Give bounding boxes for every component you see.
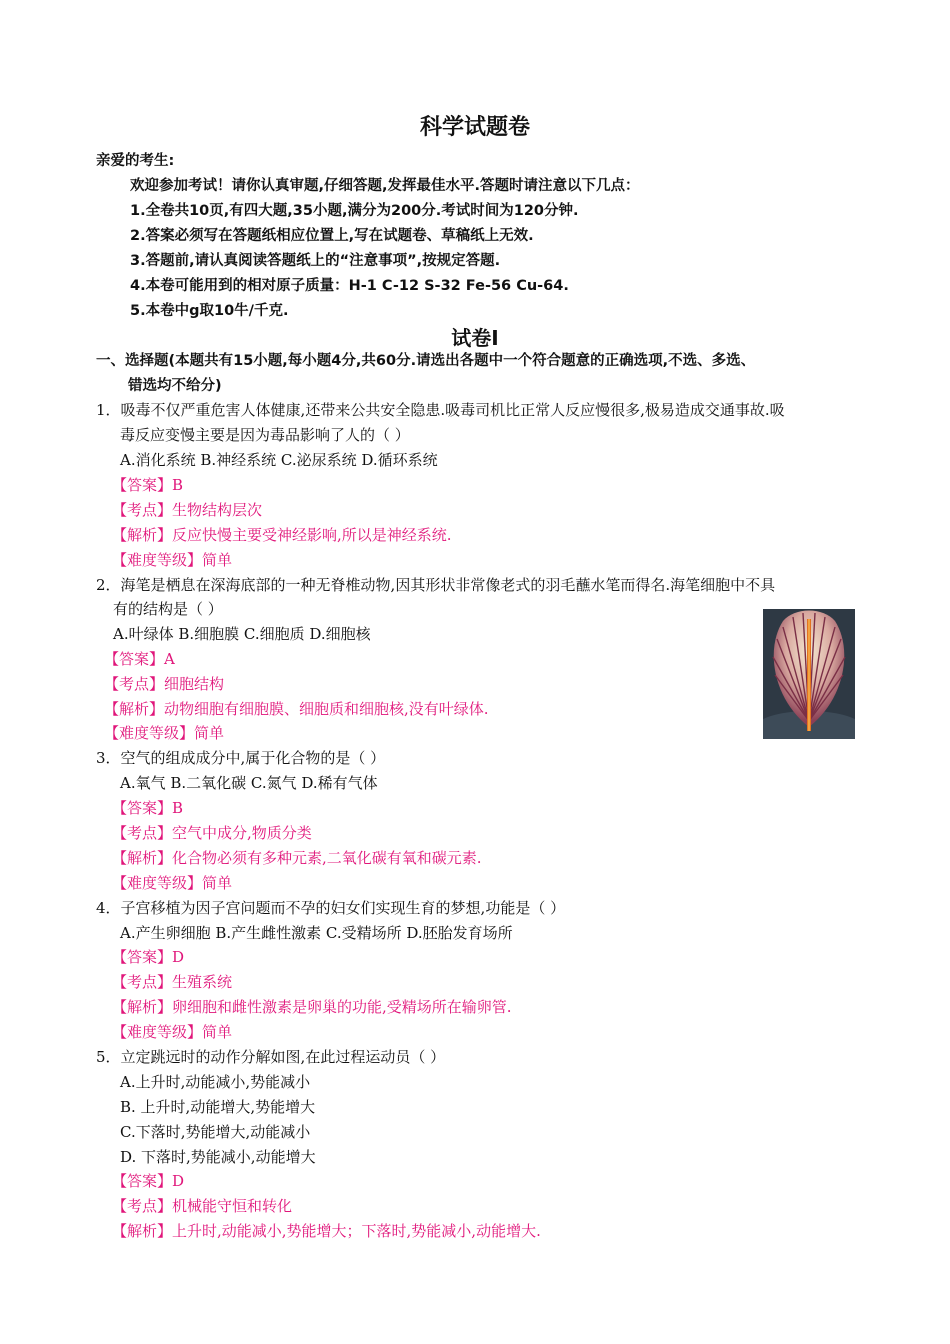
option-d: D. 下落时,势能减小,动能增大 xyxy=(120,1148,316,1166)
difficulty-level: 【难度等级】简单 xyxy=(112,551,233,569)
question-options: A.叶绿体 B.细胞膜 C.细胞质 D.细胞核 xyxy=(113,625,371,643)
analysis-text: 【解析】化合物必须有多种元素,二氧化碳有氧和碳元素. xyxy=(112,849,482,867)
knowledge-point: 【考点】空气中成分,物质分类 xyxy=(112,824,312,842)
question-options: A.氧气 B.二氧化碳 C.氮气 D.稀有气体 xyxy=(120,774,378,792)
difficulty-level: 【难度等级】简单 xyxy=(112,874,233,892)
sea-pen-illustration xyxy=(763,609,855,739)
answer-label: 【答案】D xyxy=(112,1172,185,1190)
question-options: A.消化系统 B.神经系统 C.泌尿系统 D.循环系统 xyxy=(120,451,438,469)
option-b: B. 上升时,动能增大,势能增大 xyxy=(120,1098,316,1116)
answer-label: 【答案】A xyxy=(104,650,175,668)
question-stem: 2．海笔是栖息在深海底部的一种无脊椎动物,因其形状非常像老式的羽毛蘸水笔而得名.海笔细胞中不具 xyxy=(96,576,776,594)
difficulty-level: 【难度等级】简单 xyxy=(112,1023,233,1041)
section-title: 试卷Ⅰ xyxy=(451,326,499,350)
question-stem: 4．子宫移植为因子宫问题而不孕的妇女们实现生育的梦想,功能是（ ） xyxy=(96,899,566,917)
knowledge-point: 【考点】生物结构层次 xyxy=(112,501,263,519)
note-item: 3.答题前,请认真阅读答题纸上的“注意事项”,按规定答题. xyxy=(130,253,501,269)
analysis-text: 【解析】反应快慢主要受神经影响,所以是神经系统. xyxy=(112,526,452,544)
answer-label: 【答案】B xyxy=(112,476,184,494)
answer-label: 【答案】B xyxy=(112,799,184,817)
difficulty-level: 【难度等级】简单 xyxy=(104,724,225,742)
question-stem: 5．立定跳远时的动作分解如图,在此过程运动员（ ） xyxy=(96,1048,446,1066)
section-heading-cont: 错选均不给分) xyxy=(128,378,222,394)
note-item: 1.全卷共10页,有四大题,35小题,满分为200分.考试时间为120分钟. xyxy=(130,203,579,219)
greeting: 亲爱的考生: xyxy=(96,153,175,169)
analysis-text: 【解析】卵细胞和雌性激素是卵巢的功能,受精场所在输卵管. xyxy=(112,998,512,1016)
option-c: C.下落时,势能增大,动能减小 xyxy=(120,1123,311,1141)
knowledge-point: 【考点】机械能守恒和转化 xyxy=(112,1197,293,1215)
welcome-text: 欢迎参加考试！请你认真审题,仔细答题,发挥最佳水平.答题时请注意以下几点： xyxy=(130,178,640,194)
knowledge-point: 【考点】生殖系统 xyxy=(112,973,233,991)
note-item: 4.本卷可能用到的相对原子质量：H-1 C-12 S-32 Fe-56 Cu-64. xyxy=(130,278,569,294)
question-stem: 3．空气的组成成分中,属于化合物的是（ ） xyxy=(96,749,386,767)
question-options: A.产生卵细胞 B.产生雌性激素 C.受精场所 D.胚胎发育场所 xyxy=(120,924,513,942)
page-title: 科学试题卷 xyxy=(419,115,530,140)
question-stem-cont: 有的结构是（ ） xyxy=(113,600,223,618)
option-a: A.上升时,动能减小,势能减小 xyxy=(120,1073,311,1091)
analysis-text: 【解析】动物细胞有细胞膜、细胞质和细胞核,没有叶绿体. xyxy=(104,700,489,718)
answer-label: 【答案】D xyxy=(112,948,185,966)
analysis-text: 【解析】上升时,动能减小,势能增大；下落时,势能减小,动能增大. xyxy=(112,1222,541,1240)
note-item: 2.答案必须写在答题纸相应位置上,写在试题卷、草稿纸上无效. xyxy=(130,228,534,244)
question-stem-cont: 毒反应变慢主要是因为毒品影响了人的（ ） xyxy=(120,426,410,444)
sea-pen-photo xyxy=(763,609,855,739)
question-stem: 1．吸毒不仅严重危害人体健康,还带来公共安全隐患.吸毒司机比正常人反应慢很多,极易造成交通事故.吸 xyxy=(96,401,785,419)
section-heading: 一、选择题(本题共有15小题,每小题4分,共60分.请选出各题中一个符合题意的正确选项,不选、多选、 xyxy=(96,353,756,369)
knowledge-point: 【考点】细胞结构 xyxy=(104,675,225,693)
note-item: 5.本卷中g取10牛/千克. xyxy=(130,303,289,319)
